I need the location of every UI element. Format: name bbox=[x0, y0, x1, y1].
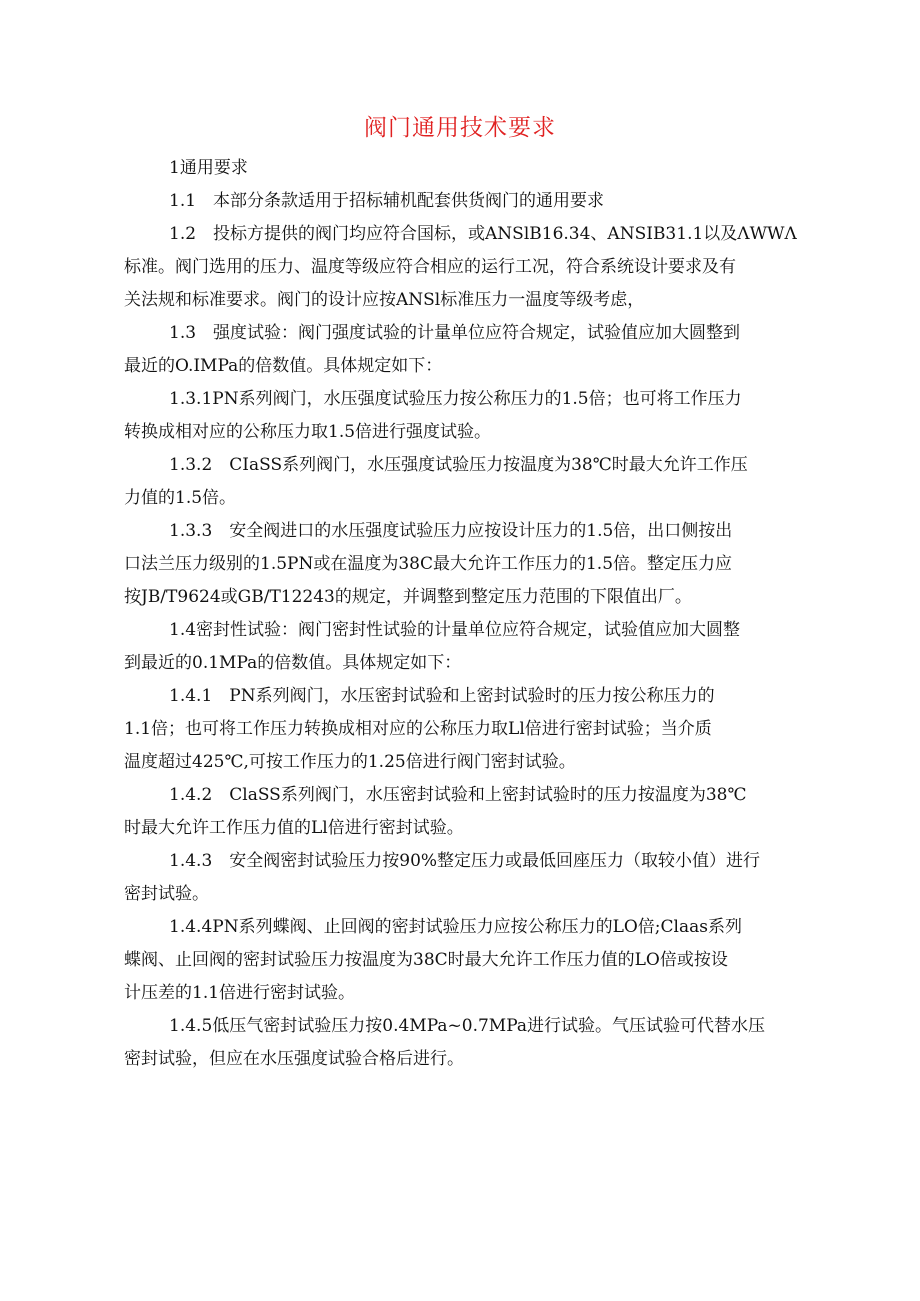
section-1-4-5 bbox=[124, 1010, 798, 1076]
section-line: 1.4.1 PN系列阀门，水压密封试验和上密封试验时的压力按公称压力的 bbox=[169, 686, 715, 706]
section-line: 时最大允许工作压力值的Ll倍进行密封试验。 bbox=[124, 818, 464, 838]
section-line: 密封试验。 bbox=[124, 884, 209, 904]
section-line: 1.3.1PN系列阀门，水压强度试验压力按公称压力的1.5倍；也可将工作压力 bbox=[169, 389, 742, 409]
section-1-3-1 bbox=[124, 383, 798, 449]
section-line: 标准。阀门选用的压力、温度等级应符合相应的运行工况，符合系统设计要求及有 bbox=[124, 257, 736, 277]
section-1-4-4 bbox=[124, 911, 798, 1010]
section-line: 1.4.5低压气密封试验压力按0.4MPa~0.7MPa进行试验。气压试验可代替水压 bbox=[169, 1016, 766, 1036]
section-line: 力值的1.5倍。 bbox=[124, 488, 237, 508]
section-line: 口法兰压力级别的1.5PN或在温度为38C最大允许工作压力的1.5倍。整定压力应 bbox=[124, 554, 733, 574]
section-line: 最近的O.IMPa的倍数值。具体规定如下： bbox=[124, 356, 443, 376]
section-1-heading: 1通用要求 bbox=[169, 158, 248, 178]
section-line: 1.1倍；也可将工作压力转换成相对应的公称压力取Ll倍进行密封试验；当介质 bbox=[124, 719, 712, 739]
section-line: 1.3.2 CIaSS系列阀门，水压强度试验压力按温度为38℃时最大允许工作压 bbox=[169, 455, 748, 475]
section-line: 1.4密封性试验：阀门密封性试验的计量单位应符合规定，试验值应加大圆整 bbox=[169, 620, 741, 640]
section-line: 温度超过425℃,可按工作压力的1.25倍进行阀门密封试验。 bbox=[124, 752, 576, 772]
section-1-4 bbox=[124, 614, 798, 680]
section-1-1: 1.1 本部分条款适用于招标辅机配套供货阀门的通用要求 bbox=[169, 191, 605, 211]
section-line: 计压差的1.1倍进行密封试验。 bbox=[124, 983, 356, 1003]
section-line: 1.2 投标方提供的阀门均应符合国标，或ANSlB16.34、ANSIB31.1以及ΛWWΛ bbox=[169, 224, 797, 244]
section-line: 蝶阀、止回阀的密封试验压力按温度为38C时最大允许工作压力值的LO倍或按设 bbox=[124, 950, 728, 970]
section-1-3 bbox=[124, 317, 798, 383]
section-line: 1.4.2 ClaSS系列阀门，水压密封试验和上密封试验时的压力按温度为38℃ bbox=[169, 785, 747, 805]
section-line: 1.4.4PN系列蝶阀、止回阀的密封试验压力应按公称压力的LO倍;Claas系列 bbox=[169, 917, 742, 937]
section-line: 按JB/T9624或GB/T12243的规定，并调整到整定压力范围的下限值出厂。 bbox=[124, 587, 692, 607]
section-line: 到最近的0.1MPa的倍数值。具体规定如下： bbox=[124, 653, 462, 673]
section-1-3-3 bbox=[124, 515, 798, 614]
section-line: 1.3.3 安全阀进口的水压强度试验压力应按设计压力的1.5倍，出口侧按出 bbox=[169, 521, 733, 541]
section-1-2 bbox=[124, 218, 798, 317]
section-line: 密封试验，但应在水压强度试验合格后进行。 bbox=[124, 1049, 464, 1069]
section-1-4-2 bbox=[124, 779, 798, 845]
section-1-4-3 bbox=[124, 845, 798, 911]
section-line: 转换成相对应的公称压力取1.5倍进行强度试验。 bbox=[124, 422, 492, 442]
document-title: 阀门通用技术要求 bbox=[364, 115, 556, 141]
section-line: 1.3 强度试验：阀门强度试验的计量单位应符合规定，试验值应加大圆整到 bbox=[169, 323, 741, 343]
section-1-3-2 bbox=[124, 449, 798, 515]
section-line: 1.4.3 安全阀密封试验压力按90%整定压力或最低回座压力（取较小值）进行 bbox=[169, 851, 761, 871]
section-line: 关法规和标准要求。阀门的设计应按ANSl标准压力一温度等级考虑， bbox=[124, 290, 645, 310]
document-body bbox=[124, 152, 798, 1076]
section-1-4-1 bbox=[124, 680, 798, 779]
